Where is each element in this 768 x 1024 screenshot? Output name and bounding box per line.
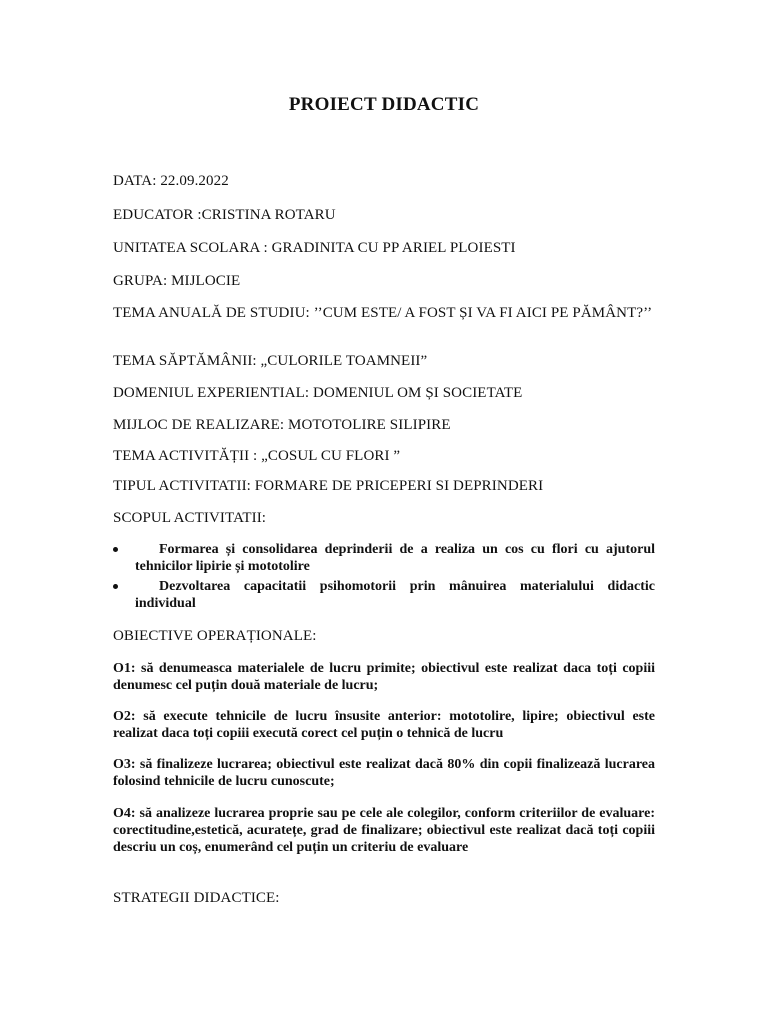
objective-o1: O1: să denumeasca materialele de lucru primite; obiectivul este realizat daca toți copiii denumesc cel puțin două materiale de lucru; xyxy=(113,661,655,693)
list-item-text: Dezvoltarea capacitatii psihomotorii prin mânuirea materialului didactic individual xyxy=(135,579,655,611)
scopul-list xyxy=(113,541,655,615)
document-title: PROIECT DIDACTIC xyxy=(288,94,480,115)
strategii-heading: STRATEGII DIDACTICE: xyxy=(113,890,280,906)
obiective-heading: OBIECTIVE OPERAȚIONALE: xyxy=(113,628,317,644)
field-grupa: GRUPA: MIJLOCIE xyxy=(113,273,241,289)
objective-o3: O3: să finalizeze lucrarea; obiectivul este realizat dacă 80% din copii finalizează lucrarea folosind tehnicile de lucru cunoscute; xyxy=(113,757,655,789)
field-mijloc: MIJLOC DE REALIZARE: MOTOTOLIRE SILIPIRE xyxy=(113,417,451,433)
field-scopul: SCOPUL ACTIVITATII: xyxy=(113,510,267,526)
bullet-icon xyxy=(113,584,118,589)
field-tema-activitatii: TEMA ACTIVITĂȚII : „COSUL CU FLORI ” xyxy=(113,448,401,464)
field-domeniul: DOMENIUL EXPERIENTIAL: DOMENIUL OM ȘI SOCIETATE xyxy=(113,385,523,401)
field-tema-saptamanii: TEMA SĂPTĂMÂNII: „CULORILE TOAMNEII” xyxy=(113,353,428,369)
objective-o4: O4: să analizeze lucrarea proprie sau pe cele ale colegilor, conform criteriilor de evaluare: corectitudine,estetică, acuratețe, grad de finalizare; obiectivul este realizat dacă toți copiii descriu un coș, enumerând cel puțin un criteriu de evaluare xyxy=(113,806,655,855)
list-item xyxy=(113,541,655,575)
field-tema-anuala: TEMA ANUALĂ DE STUDIU: ’’CUM ESTE/ A FOST ȘI VA FI AICI PE PĂMÂNT?’’ xyxy=(113,305,653,321)
field-educator: EDUCATOR :CRISTINA ROTARU xyxy=(113,207,336,223)
list-item xyxy=(113,578,655,612)
field-unitatea: UNITATEA SCOLARA : GRADINITA CU PP ARIEL PLOIESTI xyxy=(113,240,516,256)
field-data: DATA: 22.09.2022 xyxy=(113,173,229,189)
field-tipul: TIPUL ACTIVITATII: FORMARE DE PRICEPERI SI DEPRINDERI xyxy=(113,478,544,494)
list-item-text: Formarea și consolidarea deprinderii de a realiza un cos cu flori cu ajutorul tehnicilor lipirie și mototolire xyxy=(135,542,655,574)
bullet-icon xyxy=(113,547,118,552)
objective-o2: O2: să execute tehnicile de lucru însusite anterior: mototolire, lipire; obiectivul este realizat daca toți copiii execută corect cel puțin o tehnică de lucru xyxy=(113,709,655,741)
